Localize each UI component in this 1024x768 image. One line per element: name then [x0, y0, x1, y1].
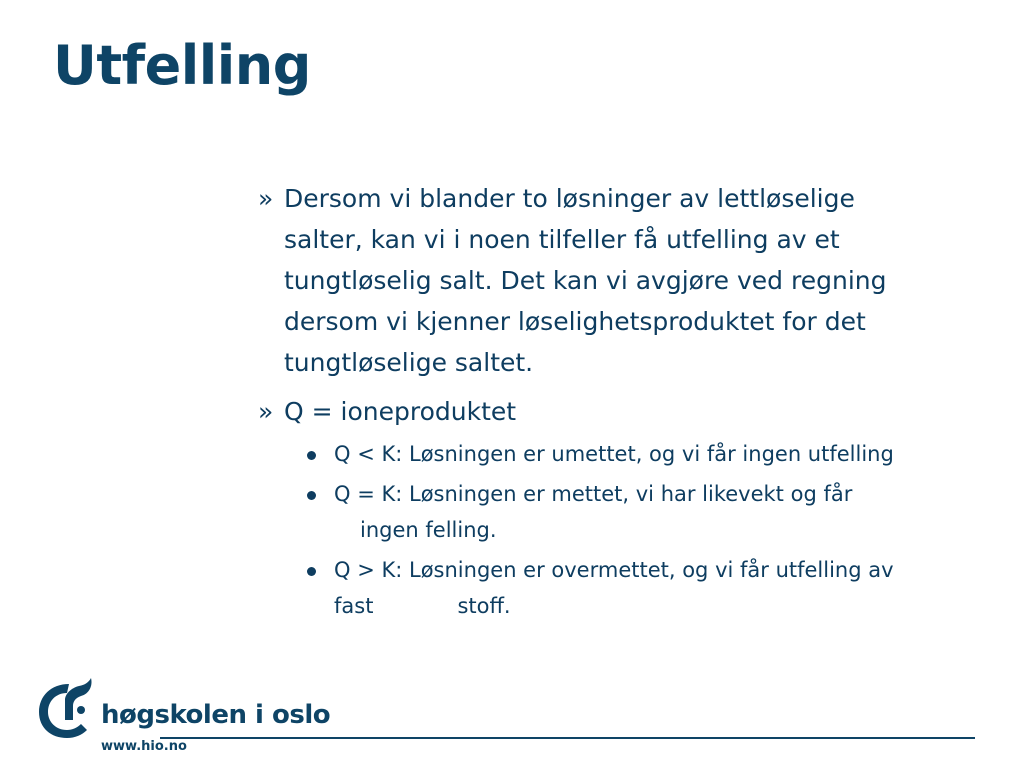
sub-bullet-item	[334, 552, 954, 624]
sub-bullet-item	[334, 476, 954, 548]
sub-bullet-line: ingen felling.	[360, 518, 497, 542]
bullet-text: Q = ioneproduktet	[284, 397, 517, 426]
bullet-marker: »	[258, 397, 274, 426]
bullet-marker: »	[258, 184, 274, 213]
bullet-dot-icon	[307, 451, 316, 460]
sub-bullet-word: stoff.	[457, 594, 511, 618]
sub-bullet-line: Q = K: Løsningen er mettet, vi har likevekt og får	[334, 482, 853, 506]
logo-name: høgskolen i oslo	[101, 700, 331, 730]
bullet-text: Dersom vi blander to løsninger av lettløselige salter, kan vi i noen tilfeller få utfelling av et tungtløselig salt. Det kan vi avgjøre ved regning dersom vi kjenner løselighetsproduktet for det tungtløselige saltet.	[284, 184, 887, 377]
logo-emblem-icon	[35, 676, 99, 740]
sub-bullet-word: fast	[334, 594, 374, 618]
bullet-dot-icon	[307, 491, 316, 500]
footer-divider	[160, 737, 975, 739]
bullet-item	[258, 391, 934, 432]
bullet-dot-icon	[307, 567, 316, 576]
sub-bullet-line: Q > K: Løsningen er overmettet, og vi får utfelling av	[334, 558, 894, 582]
sub-bullet-text: Q < K: Løsningen er umettet, og vi får ingen utfelling	[334, 442, 894, 466]
sub-bullet-line-2	[334, 588, 954, 624]
sub-bullet-item	[334, 436, 954, 472]
school-logo	[35, 676, 355, 756]
bullet-item	[258, 178, 934, 383]
logo-url: www.hio.no	[101, 739, 187, 754]
slide-body	[258, 178, 948, 628]
sub-bullet-list	[258, 436, 948, 624]
slide-title: Utfelling	[53, 34, 311, 97]
